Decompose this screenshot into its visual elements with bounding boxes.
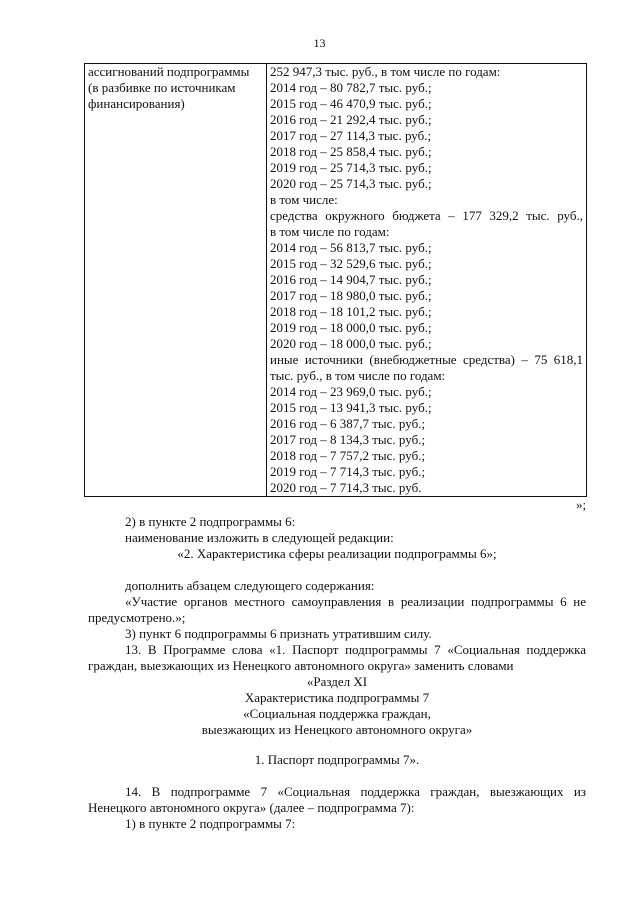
section-title: «Раздел XI bbox=[306, 674, 368, 689]
financing-line: 2017 год – 27 114,3 тыс. руб.; bbox=[270, 128, 432, 143]
financing-line: в том числе по годам: bbox=[270, 224, 390, 239]
financing-line: 2016 год – 6 387,7 тыс. руб.; bbox=[270, 416, 426, 431]
financing-line: 2019 год – 7 714,3 тыс. руб.; bbox=[270, 464, 426, 479]
paragraph: наименование изложить в следующей редакции: bbox=[125, 530, 394, 545]
amendments-block-6-cont bbox=[88, 578, 586, 738]
paragraph: 1) в пункте 2 подпрограммы 7: bbox=[125, 816, 296, 831]
financing-line: 2020 год – 25 714,3 тыс. руб.; bbox=[270, 176, 432, 191]
financing-line: 252 947,3 тыс. руб., в том числе по годам: bbox=[270, 64, 501, 79]
passport-7-title: 1. Паспорт подпрограммы 7». bbox=[254, 752, 420, 767]
financing-table bbox=[84, 63, 587, 497]
financing-line: 2014 год – 80 782,7 тыс. руб.; bbox=[270, 80, 432, 95]
new-title-6: «2. Характеристика сферы реализации подпрограммы 6»; bbox=[177, 546, 497, 561]
financing-line: 2018 год – 18 101,2 тыс. руб.; bbox=[270, 304, 432, 319]
financing-line: 2016 год – 21 292,4 тыс. руб.; bbox=[270, 112, 432, 127]
paragraph-14: 14. В подпрограмме 7 «Социальная поддержка граждан, выезжающих из Ненецкого автономного округа» (далее – подпрограмма 7): bbox=[88, 784, 586, 815]
amendments-block-7 bbox=[88, 784, 586, 832]
financing-line: 2014 год – 23 969,0 тыс. руб.; bbox=[270, 384, 432, 399]
financing-line: 2014 год – 56 813,7 тыс. руб.; bbox=[270, 240, 432, 255]
paragraph-13: 13. В Программе слова «1. Паспорт подпрограммы 7 «Социальная поддержка граждан, выезжающих из Ненецкого автономного округа» заменить словами bbox=[88, 642, 586, 673]
financing-line: тыс. руб., в том числе по годам: bbox=[270, 368, 446, 383]
financing-line: 2019 год – 18 000,0 тыс. руб.; bbox=[270, 320, 432, 335]
financing-line: 2017 год – 18 980,0 тыс. руб.; bbox=[270, 288, 432, 303]
financing-line: 2019 год – 25 714,3 тыс. руб.; bbox=[270, 160, 432, 175]
financing-line: 2015 год – 46 470,9 тыс. руб.; bbox=[270, 96, 432, 111]
financing-line: 2018 год – 25 858,4 тыс. руб.; bbox=[270, 144, 432, 159]
financing-line: 2018 год – 7 757,2 тыс. руб.; bbox=[270, 448, 426, 463]
passport-7-line bbox=[88, 752, 586, 768]
quoted-paragraph: «Участие органов местного самоуправления в реализации подпрограммы 6 не предусмотрено.»; bbox=[88, 594, 586, 625]
paragraph: дополнить абзацем следующего содержания: bbox=[125, 578, 375, 593]
financing-line: в том числе: bbox=[270, 192, 338, 207]
financing-line: 2020 год – 7 714,3 тыс. руб. bbox=[270, 480, 422, 495]
financing-line: иные источники (внебюджетные средства) – 75 618,1 bbox=[270, 352, 583, 367]
section-subtitle-2: выезжающих из Ненецкого автономного округа» bbox=[201, 722, 473, 737]
section-subtitle-1: «Социальная поддержка граждан, bbox=[243, 706, 431, 721]
financing-line: 2020 год – 18 000,0 тыс. руб.; bbox=[270, 336, 432, 351]
amendments-block-6 bbox=[88, 514, 586, 562]
financing-line: 2015 год – 32 529,6 тыс. руб.; bbox=[270, 256, 432, 271]
paragraph: 3) пункт 6 подпрограммы 6 признать утратившим силу. bbox=[125, 626, 432, 641]
paragraph: 2) в пункте 2 подпрограммы 6: bbox=[125, 514, 296, 529]
financing-line: 2016 год – 14 904,7 тыс. руб.; bbox=[270, 272, 432, 287]
financing-label-cell: ассигнований подпрограммы (в разбивке по источникам финансирования) bbox=[85, 64, 267, 497]
financing-line: 2015 год – 13 941,3 тыс. руб.; bbox=[270, 400, 432, 415]
financing-values-cell bbox=[267, 64, 587, 497]
financing-line: средства окружного бюджета – 177 329,2 тыс. руб., bbox=[270, 208, 583, 223]
page-number: 13 bbox=[313, 36, 326, 50]
section-characteristic: Характеристика подпрограммы 7 bbox=[244, 690, 430, 705]
table-row bbox=[85, 64, 587, 497]
closing-quote: »; bbox=[576, 497, 587, 512]
financing-line: 2017 год – 8 134,3 тыс. руб.; bbox=[270, 432, 426, 447]
